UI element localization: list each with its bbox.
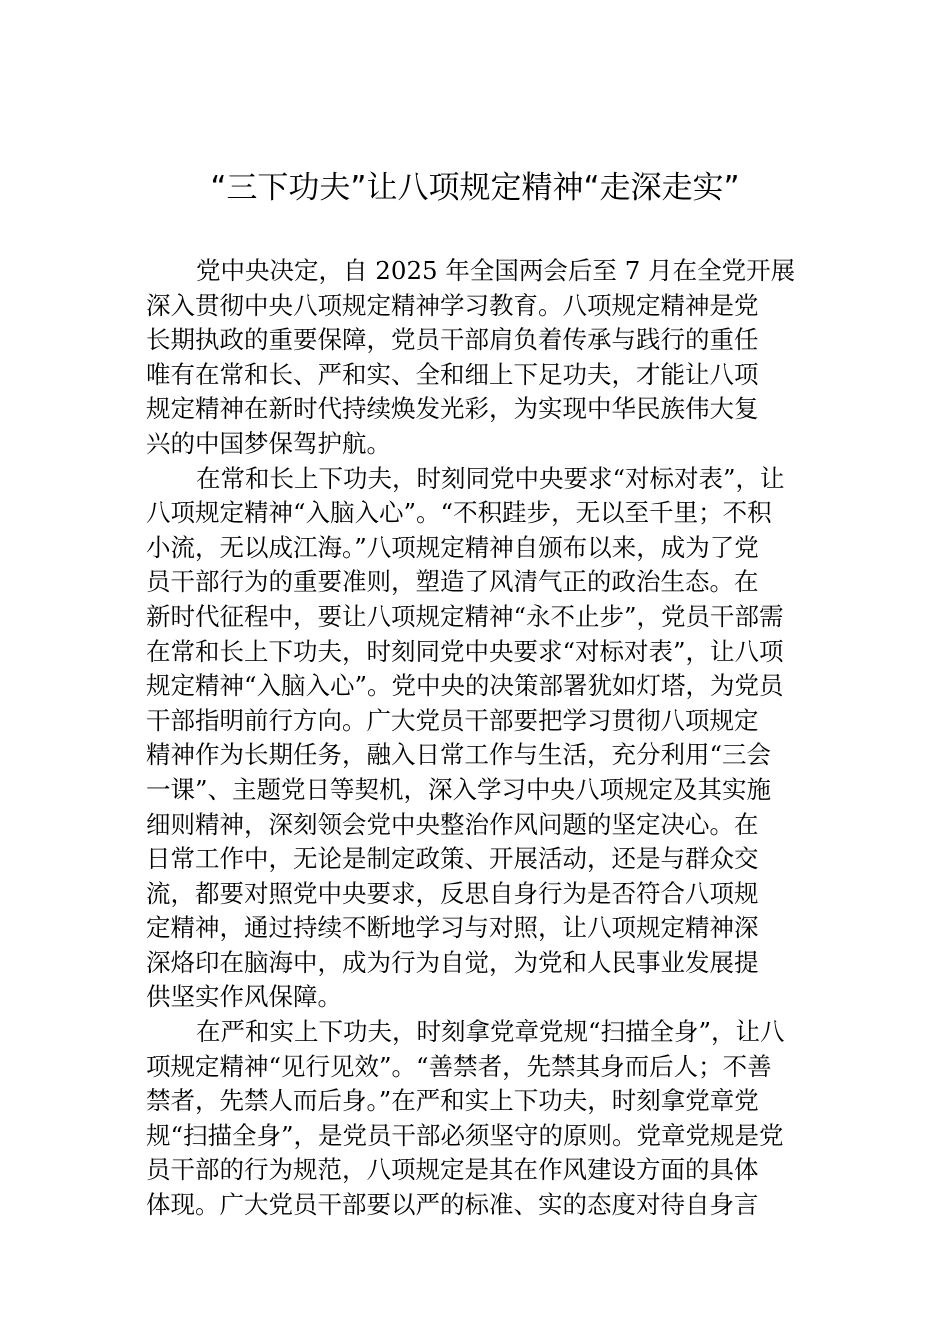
paragraph-1-line: 唯有在常和长、严和实、全和细上下足功夫，才能让八项 [146, 359, 759, 389]
paragraph-1-line: 党中央决定，自 2025 年全国两会后至 7 月在全党开展 [196, 256, 796, 285]
paragraph-3-line: 员干部的行为规范，八项规定是其在作风建设方面的具体 [146, 1155, 759, 1185]
paragraph-3-line: 体现。广大党员干部要以严的标准、实的态度对待自身言 [146, 1190, 759, 1220]
paragraph-2-line: 精神作为长期任务，融入日常工作与生活，充分利用“三会 [146, 740, 772, 770]
paragraph-3-line: 项规定精神“见行见效”。“善禁者，先禁其身而后人；不善 [146, 1051, 772, 1081]
document-title: “三下功夫”让八项规定精神“走深走实” [210, 170, 740, 206]
paragraph-2-line: 流，都要对照党中央要求，反思自身行为是否符合八项规 [146, 878, 759, 908]
paragraph-2-line: 八项规定精神“入脑入心”。“不积跬步，无以至千里；不积 [146, 498, 772, 528]
paragraph-2-line: 定精神，通过持续不断地学习与对照，让八项规定精神深 [146, 913, 759, 943]
paragraph-2-line: 小流，无以成江海。”八项规定精神自颁布以来，成为了党 [146, 532, 759, 562]
paragraph-2-line: 供坚实作风保障。 [146, 982, 342, 1012]
paragraph-2-line: 在常和长上下功夫，时刻同党中央要求“对标对表”，让 [196, 463, 785, 493]
paragraph-1-line: 深入贯彻中央八项规定精神学习教育。八项规定精神是党 [146, 290, 759, 320]
paragraph-1-line: 规定精神在新时代持续焕发光彩，为实现中华民族伟大复 [146, 394, 759, 424]
paragraph-3-line: 规“扫描全身”，是党员干部必须坚守的原则。党章党规是党 [146, 1120, 784, 1150]
paragraph-3-line: 禁者，先禁人而后身。”在严和实上下功夫，时刻拿党章党 [146, 1086, 759, 1116]
paragraph-2-line: 干部指明前行方向。广大党员干部要把学习贯彻八项规定 [146, 705, 759, 735]
paragraph-2-line: 规定精神“入脑入心”。党中央的决策部署犹如灯塔，为党员 [146, 671, 784, 701]
paragraph-2-line: 员干部行为的重要准则，塑造了风清气正的政治生态。在 [146, 567, 759, 597]
paragraph-2-line: 深烙印在脑海中，成为行为自觉，为党和人民事业发展提 [146, 947, 759, 977]
paragraph-1-line: 兴的中国梦保驾护航。 [146, 428, 391, 458]
paragraph-2-line: 日常工作中，无论是制定政策、开展活动，还是与群众交 [146, 844, 759, 874]
paragraph-2-line: 细则精神，深刻领会党中央整治作风问题的坚定决心。在 [146, 809, 759, 839]
paragraph-2-line: 新时代征程中，要让八项规定精神“永不止步”，党员干部需 [146, 601, 784, 631]
paragraph-3-line: 在严和实上下功夫，时刻拿党章党规“扫描全身”，让八 [196, 1017, 785, 1047]
document-body [146, 254, 806, 1223]
paragraph-2-line: 在常和长上下功夫，时刻同党中央要求“对标对表”，让八项 [146, 636, 784, 666]
paragraph-1-line: 长期执政的重要保障，党员干部肩负着传承与践行的重任 [146, 325, 759, 355]
paragraph-2-line: 一课”、主题党日等契机，深入学习中央八项规定及其实施 [146, 774, 772, 804]
